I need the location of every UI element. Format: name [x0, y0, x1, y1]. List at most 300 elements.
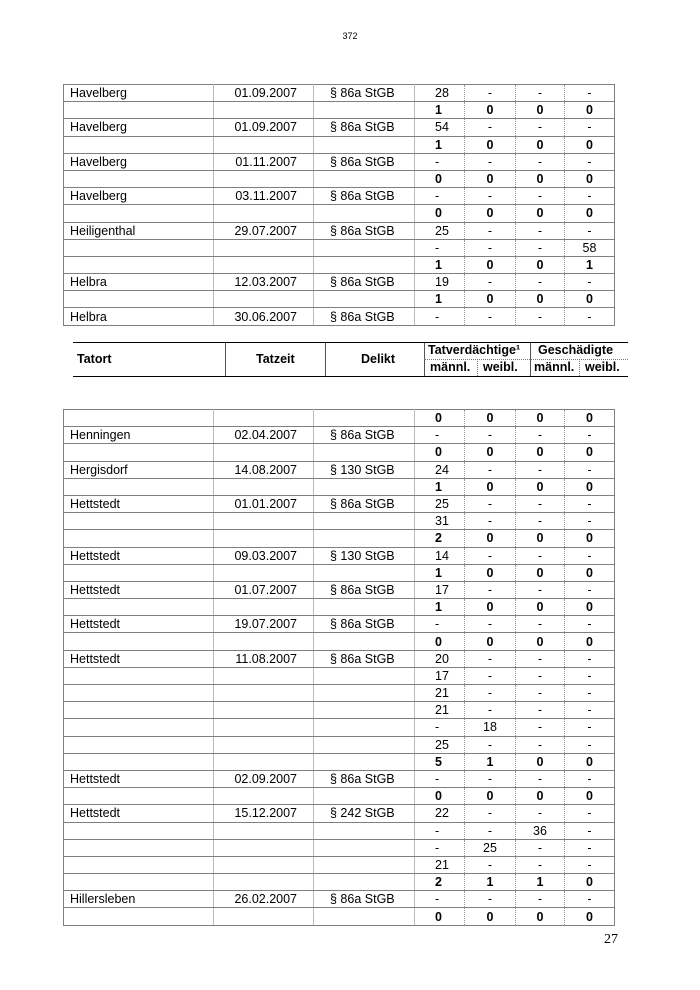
divider: [477, 359, 478, 376]
g-maennl-cell: -: [516, 616, 565, 633]
g-weibl-cell: -: [565, 736, 615, 753]
divider: [530, 343, 531, 359]
tatzeit-cell: 02.09.2007: [214, 770, 314, 787]
g-maennl-cell: -: [516, 119, 565, 136]
g-maennl-cell: -: [516, 153, 565, 170]
g-weibl-cell: 0: [565, 291, 615, 308]
delikt-cell: § 86a StGB: [314, 770, 415, 787]
tv-weibl-cell: -: [465, 188, 516, 205]
tv-maennl-cell: 1: [415, 102, 465, 119]
g-maennl-cell: 0: [516, 170, 565, 187]
table-row: [64, 410, 615, 427]
tatzeit-cell: 09.03.2007: [214, 547, 314, 564]
tv-maennl-cell: 1: [415, 291, 465, 308]
g-weibl-cell: -: [565, 85, 615, 102]
divider: [579, 359, 580, 376]
tv-weibl-cell: -: [465, 119, 516, 136]
g-maennl-cell: 0: [516, 444, 565, 461]
tv-maennl-cell: 0: [415, 908, 465, 925]
table-row: [64, 427, 615, 444]
tv-weibl-cell: 1: [465, 874, 516, 891]
g-weibl-cell: -: [565, 805, 615, 822]
tv-maennl-cell: 2: [415, 530, 465, 547]
tv-weibl-cell: -: [465, 650, 516, 667]
table-row: [64, 85, 615, 102]
g-maennl-cell: 0: [516, 753, 565, 770]
table-row: [64, 547, 615, 564]
tv-weibl-cell: -: [465, 513, 516, 530]
tatzeit-cell: [214, 788, 314, 805]
tv-maennl-cell: -: [415, 770, 465, 787]
g-maennl-cell: 0: [516, 788, 565, 805]
tatort-cell: [64, 788, 214, 805]
tatzeit-cell: 14.08.2007: [214, 461, 314, 478]
tatzeit-cell: 01.07.2007: [214, 581, 314, 598]
tatzeit-cell: [214, 410, 314, 427]
g-weibl-cell: 0: [565, 170, 615, 187]
tatort-cell: Hergisdorf: [64, 461, 214, 478]
g-weibl-cell: -: [565, 188, 615, 205]
g-weibl-cell: -: [565, 119, 615, 136]
tatzeit-cell: [214, 719, 314, 736]
g-maennl-cell: -: [516, 770, 565, 787]
g-maennl-cell: -: [516, 839, 565, 856]
tv-weibl-cell: -: [465, 856, 516, 873]
g-maennl-cell: -: [516, 461, 565, 478]
g-weibl-cell: -: [565, 495, 615, 512]
g-weibl-cell: -: [565, 839, 615, 856]
delikt-cell: [314, 908, 415, 925]
tv-maennl-cell: 17: [415, 581, 465, 598]
table-row: [64, 170, 615, 187]
g-maennl-cell: 0: [516, 530, 565, 547]
tv-maennl-cell: 0: [415, 410, 465, 427]
tatort-cell: Helbra: [64, 308, 214, 325]
delikt-cell: [314, 256, 415, 273]
crime-table-top: [63, 84, 615, 326]
tatzeit-cell: [214, 822, 314, 839]
table-row: [64, 633, 615, 650]
header-geschaedigte: Geschädigte: [538, 343, 614, 357]
tatzeit-cell: 12.03.2007: [214, 274, 314, 291]
table-row: [64, 856, 615, 873]
tv-maennl-cell: 25: [415, 222, 465, 239]
table-row: [64, 702, 615, 719]
tv-maennl-cell: 0: [415, 170, 465, 187]
tatort-cell: [64, 822, 214, 839]
delikt-cell: § 86a StGB: [314, 85, 415, 102]
tv-maennl-cell: -: [415, 822, 465, 839]
tatort-cell: [64, 908, 214, 925]
table-row: [64, 530, 615, 547]
table-row: [64, 239, 615, 256]
g-maennl-cell: 1: [516, 874, 565, 891]
g-weibl-cell: 0: [565, 788, 615, 805]
crime-table-bottom: [63, 409, 615, 926]
delikt-cell: [314, 239, 415, 256]
tv-weibl-cell: 0: [465, 256, 516, 273]
table-row: [64, 564, 615, 581]
tatzeit-cell: [214, 839, 314, 856]
delikt-cell: § 86a StGB: [314, 153, 415, 170]
g-maennl-cell: 0: [516, 633, 565, 650]
tatzeit-cell: [214, 256, 314, 273]
g-weibl-cell: -: [565, 274, 615, 291]
tv-weibl-cell: -: [465, 308, 516, 325]
header-tatzeit: Tatzeit: [256, 352, 295, 366]
tv-maennl-cell: 1: [415, 478, 465, 495]
tv-weibl-cell: 0: [465, 410, 516, 427]
tatort-cell: [64, 736, 214, 753]
tatzeit-cell: [214, 530, 314, 547]
tv-weibl-cell: 0: [465, 291, 516, 308]
tatort-cell: Hillersleben: [64, 891, 214, 908]
g-maennl-cell: 0: [516, 102, 565, 119]
delikt-cell: [314, 719, 415, 736]
delikt-cell: § 86a StGB: [314, 891, 415, 908]
g-maennl-cell: -: [516, 891, 565, 908]
tv-maennl-cell: 5: [415, 753, 465, 770]
delikt-cell: [314, 633, 415, 650]
g-maennl-cell: -: [516, 856, 565, 873]
g-maennl-cell: -: [516, 222, 565, 239]
tv-maennl-cell: 0: [415, 788, 465, 805]
g-maennl-cell: -: [516, 702, 565, 719]
tv-weibl-cell: -: [465, 822, 516, 839]
g-weibl-cell: -: [565, 581, 615, 598]
g-weibl-cell: 0: [565, 753, 615, 770]
tv-weibl-cell: -: [465, 736, 516, 753]
delikt-cell: § 86a StGB: [314, 581, 415, 598]
tatort-cell: Hettstedt: [64, 770, 214, 787]
divider: [225, 343, 226, 376]
tv-weibl-cell: -: [465, 667, 516, 684]
g-maennl-cell: 0: [516, 291, 565, 308]
tatzeit-cell: [214, 685, 314, 702]
tv-weibl-cell: 0: [465, 170, 516, 187]
delikt-cell: § 86a StGB: [314, 650, 415, 667]
table-row: [64, 256, 615, 273]
tatort-cell: Hettstedt: [64, 650, 214, 667]
tatzeit-cell: 01.01.2007: [214, 495, 314, 512]
g-weibl-cell: -: [565, 427, 615, 444]
tatort-cell: Havelberg: [64, 119, 214, 136]
tv-weibl-cell: 18: [465, 719, 516, 736]
table-row: [64, 188, 615, 205]
delikt-cell: [314, 205, 415, 222]
tv-weibl-cell: -: [465, 153, 516, 170]
g-maennl-cell: -: [516, 427, 565, 444]
tv-weibl-cell: -: [465, 239, 516, 256]
g-maennl-cell: -: [516, 685, 565, 702]
tv-maennl-cell: 0: [415, 633, 465, 650]
g-weibl-cell: 0: [565, 599, 615, 616]
g-weibl-cell: 0: [565, 564, 615, 581]
tv-maennl-cell: -: [415, 188, 465, 205]
table-row: [64, 650, 615, 667]
table-row: [64, 291, 615, 308]
g-weibl-cell: 58: [565, 239, 615, 256]
divider: [325, 343, 326, 376]
tv-weibl-cell: 0: [465, 564, 516, 581]
table-row: [64, 513, 615, 530]
tatort-cell: [64, 102, 214, 119]
tatzeit-cell: [214, 239, 314, 256]
tatort-cell: [64, 874, 214, 891]
table-row: [64, 495, 615, 512]
g-maennl-cell: -: [516, 805, 565, 822]
table-row: [64, 908, 615, 925]
tv-maennl-cell: -: [415, 427, 465, 444]
tatort-cell: [64, 410, 214, 427]
tatort-cell: Havelberg: [64, 188, 214, 205]
tv-weibl-cell: -: [465, 547, 516, 564]
delikt-cell: [314, 702, 415, 719]
tatort-cell: Hettstedt: [64, 547, 214, 564]
g-maennl-cell: 0: [516, 478, 565, 495]
tatzeit-cell: 01.11.2007: [214, 153, 314, 170]
delikt-cell: [314, 513, 415, 530]
tatort-cell: Henningen: [64, 427, 214, 444]
tv-maennl-cell: 1: [415, 564, 465, 581]
delikt-cell: [314, 856, 415, 873]
g-weibl-cell: 0: [565, 444, 615, 461]
column-header: [73, 342, 628, 377]
delikt-cell: [314, 564, 415, 581]
g-weibl-cell: -: [565, 891, 615, 908]
tv-maennl-cell: 21: [415, 856, 465, 873]
tatort-cell: Hettstedt: [64, 616, 214, 633]
tv-weibl-cell: 0: [465, 599, 516, 616]
g-weibl-cell: -: [565, 685, 615, 702]
delikt-cell: [314, 410, 415, 427]
delikt-cell: § 86a StGB: [314, 427, 415, 444]
g-maennl-cell: 0: [516, 908, 565, 925]
tatzeit-cell: [214, 478, 314, 495]
tv-maennl-cell: 1: [415, 599, 465, 616]
tatort-cell: [64, 478, 214, 495]
g-weibl-cell: -: [565, 616, 615, 633]
delikt-cell: § 86a StGB: [314, 222, 415, 239]
tatzeit-cell: 29.07.2007: [214, 222, 314, 239]
tv-maennl-cell: -: [415, 839, 465, 856]
g-maennl-cell: -: [516, 239, 565, 256]
tv-weibl-cell: -: [465, 891, 516, 908]
g-maennl-cell: -: [516, 308, 565, 325]
tv-weibl-cell: -: [465, 616, 516, 633]
tv-weibl-cell: 0: [465, 530, 516, 547]
tatzeit-cell: 01.09.2007: [214, 85, 314, 102]
g-weibl-cell: -: [565, 667, 615, 684]
tatzeit-cell: 30.06.2007: [214, 308, 314, 325]
tatort-cell: [64, 256, 214, 273]
g-weibl-cell: -: [565, 513, 615, 530]
table-row: [64, 444, 615, 461]
g-weibl-cell: -: [565, 547, 615, 564]
tatzeit-cell: 11.08.2007: [214, 650, 314, 667]
delikt-cell: § 86a StGB: [314, 188, 415, 205]
delikt-cell: [314, 102, 415, 119]
tatort-cell: [64, 444, 214, 461]
tv-maennl-cell: -: [415, 719, 465, 736]
table-row: [64, 581, 615, 598]
delikt-cell: [314, 822, 415, 839]
g-weibl-cell: -: [565, 153, 615, 170]
g-maennl-cell: -: [516, 667, 565, 684]
delikt-cell: § 86a StGB: [314, 308, 415, 325]
g-weibl-cell: -: [565, 856, 615, 873]
tv-maennl-cell: -: [415, 616, 465, 633]
g-maennl-cell: -: [516, 188, 565, 205]
tatzeit-cell: [214, 736, 314, 753]
tv-maennl-cell: 25: [415, 736, 465, 753]
table-row: [64, 719, 615, 736]
header-g-maennl: männl.: [534, 360, 575, 374]
tatzeit-cell: [214, 136, 314, 153]
tatzeit-cell: [214, 874, 314, 891]
tatort-cell: [64, 170, 214, 187]
table-row: [64, 222, 615, 239]
delikt-cell: § 86a StGB: [314, 495, 415, 512]
header-delikt: Delikt: [361, 352, 396, 366]
g-weibl-cell: 1: [565, 256, 615, 273]
table-row: [64, 205, 615, 222]
table-row: [64, 753, 615, 770]
tv-weibl-cell: -: [465, 461, 516, 478]
tatort-cell: [64, 856, 214, 873]
tatzeit-cell: 15.12.2007: [214, 805, 314, 822]
tv-maennl-cell: 1: [415, 136, 465, 153]
tv-weibl-cell: 0: [465, 633, 516, 650]
g-maennl-cell: -: [516, 736, 565, 753]
g-weibl-cell: -: [565, 770, 615, 787]
tatort-cell: Havelberg: [64, 153, 214, 170]
table-row: [64, 102, 615, 119]
tatort-cell: [64, 205, 214, 222]
g-maennl-cell: 36: [516, 822, 565, 839]
g-weibl-cell: -: [565, 650, 615, 667]
table-row: [64, 274, 615, 291]
tatort-cell: [64, 753, 214, 770]
tv-maennl-cell: 1: [415, 256, 465, 273]
table-row: [64, 822, 615, 839]
header-g-weibl: weibl.: [585, 360, 620, 374]
g-maennl-cell: -: [516, 650, 565, 667]
tv-weibl-cell: -: [465, 222, 516, 239]
tatort-cell: [64, 839, 214, 856]
tatzeit-cell: [214, 170, 314, 187]
tv-maennl-cell: 31: [415, 513, 465, 530]
tv-weibl-cell: -: [465, 805, 516, 822]
tatzeit-cell: [214, 102, 314, 119]
tatort-cell: [64, 702, 214, 719]
table-row: [64, 770, 615, 787]
delikt-cell: [314, 667, 415, 684]
tv-weibl-cell: -: [465, 274, 516, 291]
tatzeit-cell: [214, 513, 314, 530]
tatort-cell: Hettstedt: [64, 581, 214, 598]
tv-weibl-cell: -: [465, 702, 516, 719]
tv-maennl-cell: 28: [415, 85, 465, 102]
g-maennl-cell: 0: [516, 599, 565, 616]
tv-weibl-cell: 25: [465, 839, 516, 856]
tv-weibl-cell: -: [465, 427, 516, 444]
g-weibl-cell: -: [565, 719, 615, 736]
delikt-cell: § 86a StGB: [314, 616, 415, 633]
tatort-cell: [64, 564, 214, 581]
table-row: [64, 599, 615, 616]
g-maennl-cell: -: [516, 719, 565, 736]
tv-maennl-cell: 21: [415, 702, 465, 719]
header-tv-weibl: weibl.: [483, 360, 518, 374]
g-maennl-cell: 0: [516, 136, 565, 153]
g-maennl-cell: -: [516, 581, 565, 598]
g-maennl-cell: 0: [516, 564, 565, 581]
tv-weibl-cell: 0: [465, 788, 516, 805]
tatort-cell: [64, 136, 214, 153]
tatzeit-cell: 01.09.2007: [214, 119, 314, 136]
g-maennl-cell: 0: [516, 410, 565, 427]
tatort-cell: Hettstedt: [64, 805, 214, 822]
tatzeit-cell: [214, 856, 314, 873]
tatzeit-cell: [214, 908, 314, 925]
tatzeit-cell: [214, 205, 314, 222]
tatzeit-cell: 02.04.2007: [214, 427, 314, 444]
tv-weibl-cell: -: [465, 770, 516, 787]
g-weibl-cell: 0: [565, 530, 615, 547]
g-weibl-cell: -: [565, 822, 615, 839]
tatort-cell: [64, 719, 214, 736]
g-weibl-cell: 0: [565, 410, 615, 427]
tv-weibl-cell: 0: [465, 908, 516, 925]
tv-weibl-cell: 0: [465, 444, 516, 461]
g-weibl-cell: -: [565, 308, 615, 325]
delikt-cell: [314, 444, 415, 461]
tatort-cell: [64, 291, 214, 308]
tatort-cell: [64, 685, 214, 702]
header-tatverdaechtige: Tatverdächtige¹: [428, 343, 521, 357]
tv-maennl-cell: -: [415, 239, 465, 256]
tv-maennl-cell: 2: [415, 874, 465, 891]
table-row: [64, 119, 615, 136]
delikt-cell: [314, 478, 415, 495]
delikt-cell: [314, 530, 415, 547]
tv-weibl-cell: -: [465, 85, 516, 102]
tatort-cell: [64, 530, 214, 547]
g-weibl-cell: 0: [565, 136, 615, 153]
tatzeit-cell: [214, 599, 314, 616]
g-weibl-cell: 0: [565, 908, 615, 925]
tv-weibl-cell: 0: [465, 478, 516, 495]
delikt-cell: [314, 753, 415, 770]
table-row: [64, 874, 615, 891]
g-maennl-cell: -: [516, 547, 565, 564]
tv-maennl-cell: -: [415, 308, 465, 325]
tatzeit-cell: 03.11.2007: [214, 188, 314, 205]
tatzeit-cell: [214, 564, 314, 581]
delikt-cell: [314, 136, 415, 153]
tv-maennl-cell: -: [415, 891, 465, 908]
tv-maennl-cell: 20: [415, 650, 465, 667]
table-row: [64, 153, 615, 170]
tatzeit-cell: [214, 291, 314, 308]
g-maennl-cell: 0: [516, 205, 565, 222]
table-row: [64, 891, 615, 908]
tatort-cell: Heiligenthal: [64, 222, 214, 239]
delikt-cell: § 242 StGB: [314, 805, 415, 822]
g-maennl-cell: -: [516, 513, 565, 530]
table-row: [64, 616, 615, 633]
